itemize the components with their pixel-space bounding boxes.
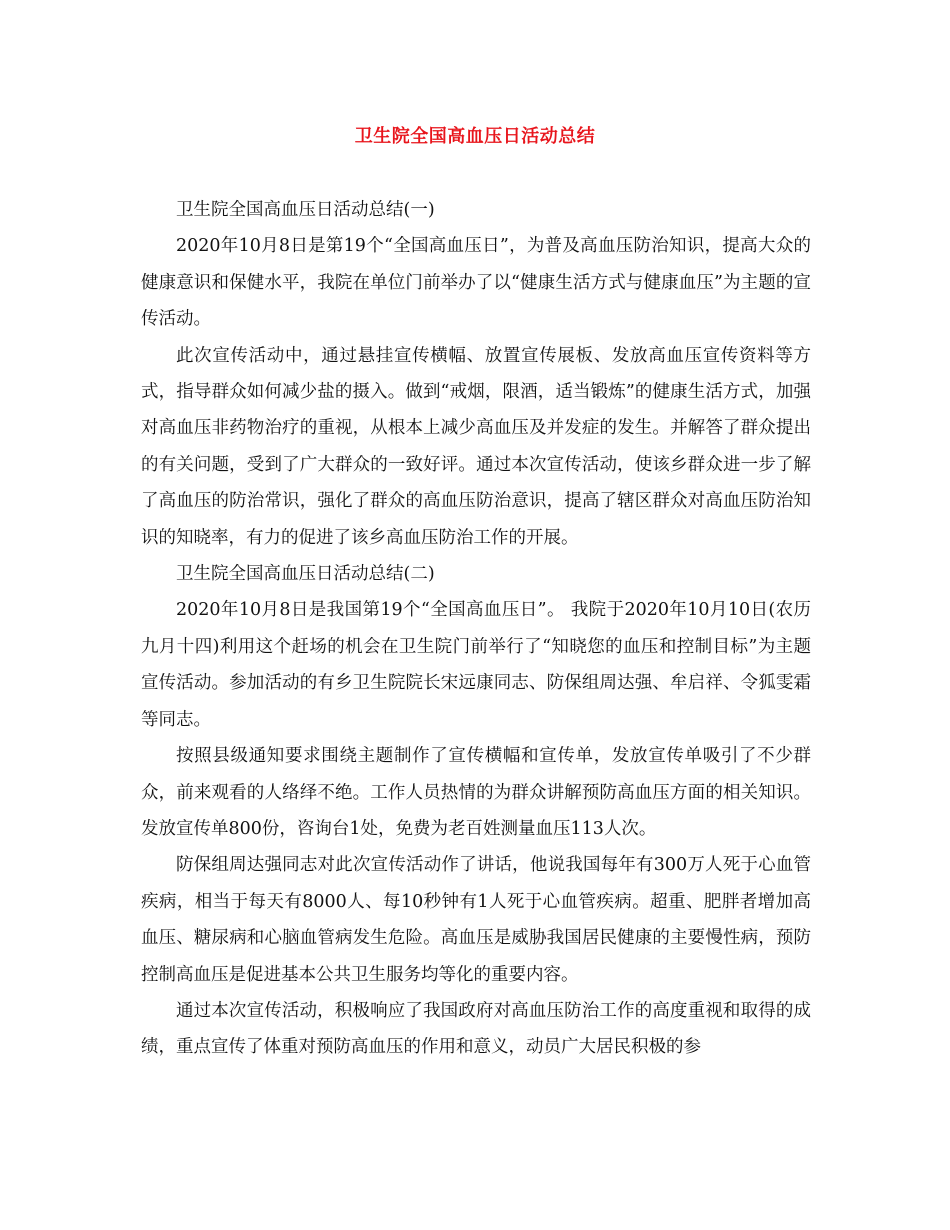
section-heading-1: 卫生院全国高血压日活动总结(一)	[176, 200, 435, 220]
paragraph: 按照县级通知要求围绕主题制作了宣传横幅和宣传单，发放宣传单吸引了不少群众，前来观看的人络绎不绝。工作人员热情的为群众讲解预防高血压方面的相关知识。发放宣传单800份，咨询台1处，免费为老百姓测量血压113人次。	[141, 746, 811, 839]
paragraph: 通过本次宣传活动，积极响应了我国政府对高血压防治工作的高度重视和取得的成绩，重点宣传了体重对预防高血压的作用和意义，动员广大居民积极的参	[141, 1000, 811, 1058]
paragraph: 2020年10月8日是我国第19个“全国高血压日”。 我院于2020年10月10日(农历九月十四)利用这个赶场的机会在卫生院门前举行了“知晓您的血压和控制目标”为主题宣传活动。参加活动的有乡卫生院院长宋远康同志、防保组周达强、牟启祥、令狐雯霜等同志。	[141, 600, 811, 730]
paragraph: 防保组周达强同志对此次宣传活动作了讲话，他说我国每年有300万人死于心血管疾病，相当于每天有8000人、每10秒钟有1人死于心血管疾病。超重、肥胖者增加高血压、糖尿病和心脑血管病发生危险。高血压是威胁我国居民健康的主要慢性病，预防控制高血压是促进基本公共卫生服务均等化的重要内容。	[141, 855, 811, 985]
paragraph: 此次宣传活动中，通过悬挂宣传横幅、放置宣传展板、发放高血压宣传资料等方式，指导群众如何减少盐的摄入。做到“戒烟，限酒，适当锻炼”的健康生活方式，加强对高血压非药物治疗的重视，从根本上减少高血压及并发症的发生。并解答了群众提出的有关问题，受到了广大群众的一致好评。通过本次宣传活动，使该乡群众进一步了解了高血压的防治常识，强化了群众的高血压防治意识，提高了辖区群众对高血压防治知识的知晓率，有力的促进了该乡高血压防治工作的开展。	[141, 345, 811, 548]
section-heading-2: 卫生院全国高血压日活动总结(二)	[176, 564, 435, 585]
paragraph: 2020年10月8日是第19个“全国高血压日”，为普及高血压防治知识，提高大众的健康意识和保健水平，我院在单位门前举办了以“健康生活方式与健康血压”为主题的宣传活动。	[141, 236, 811, 330]
document-body	[141, 192, 811, 1066]
document-title: 卫生院全国高血压日活动总结	[354, 126, 596, 147]
